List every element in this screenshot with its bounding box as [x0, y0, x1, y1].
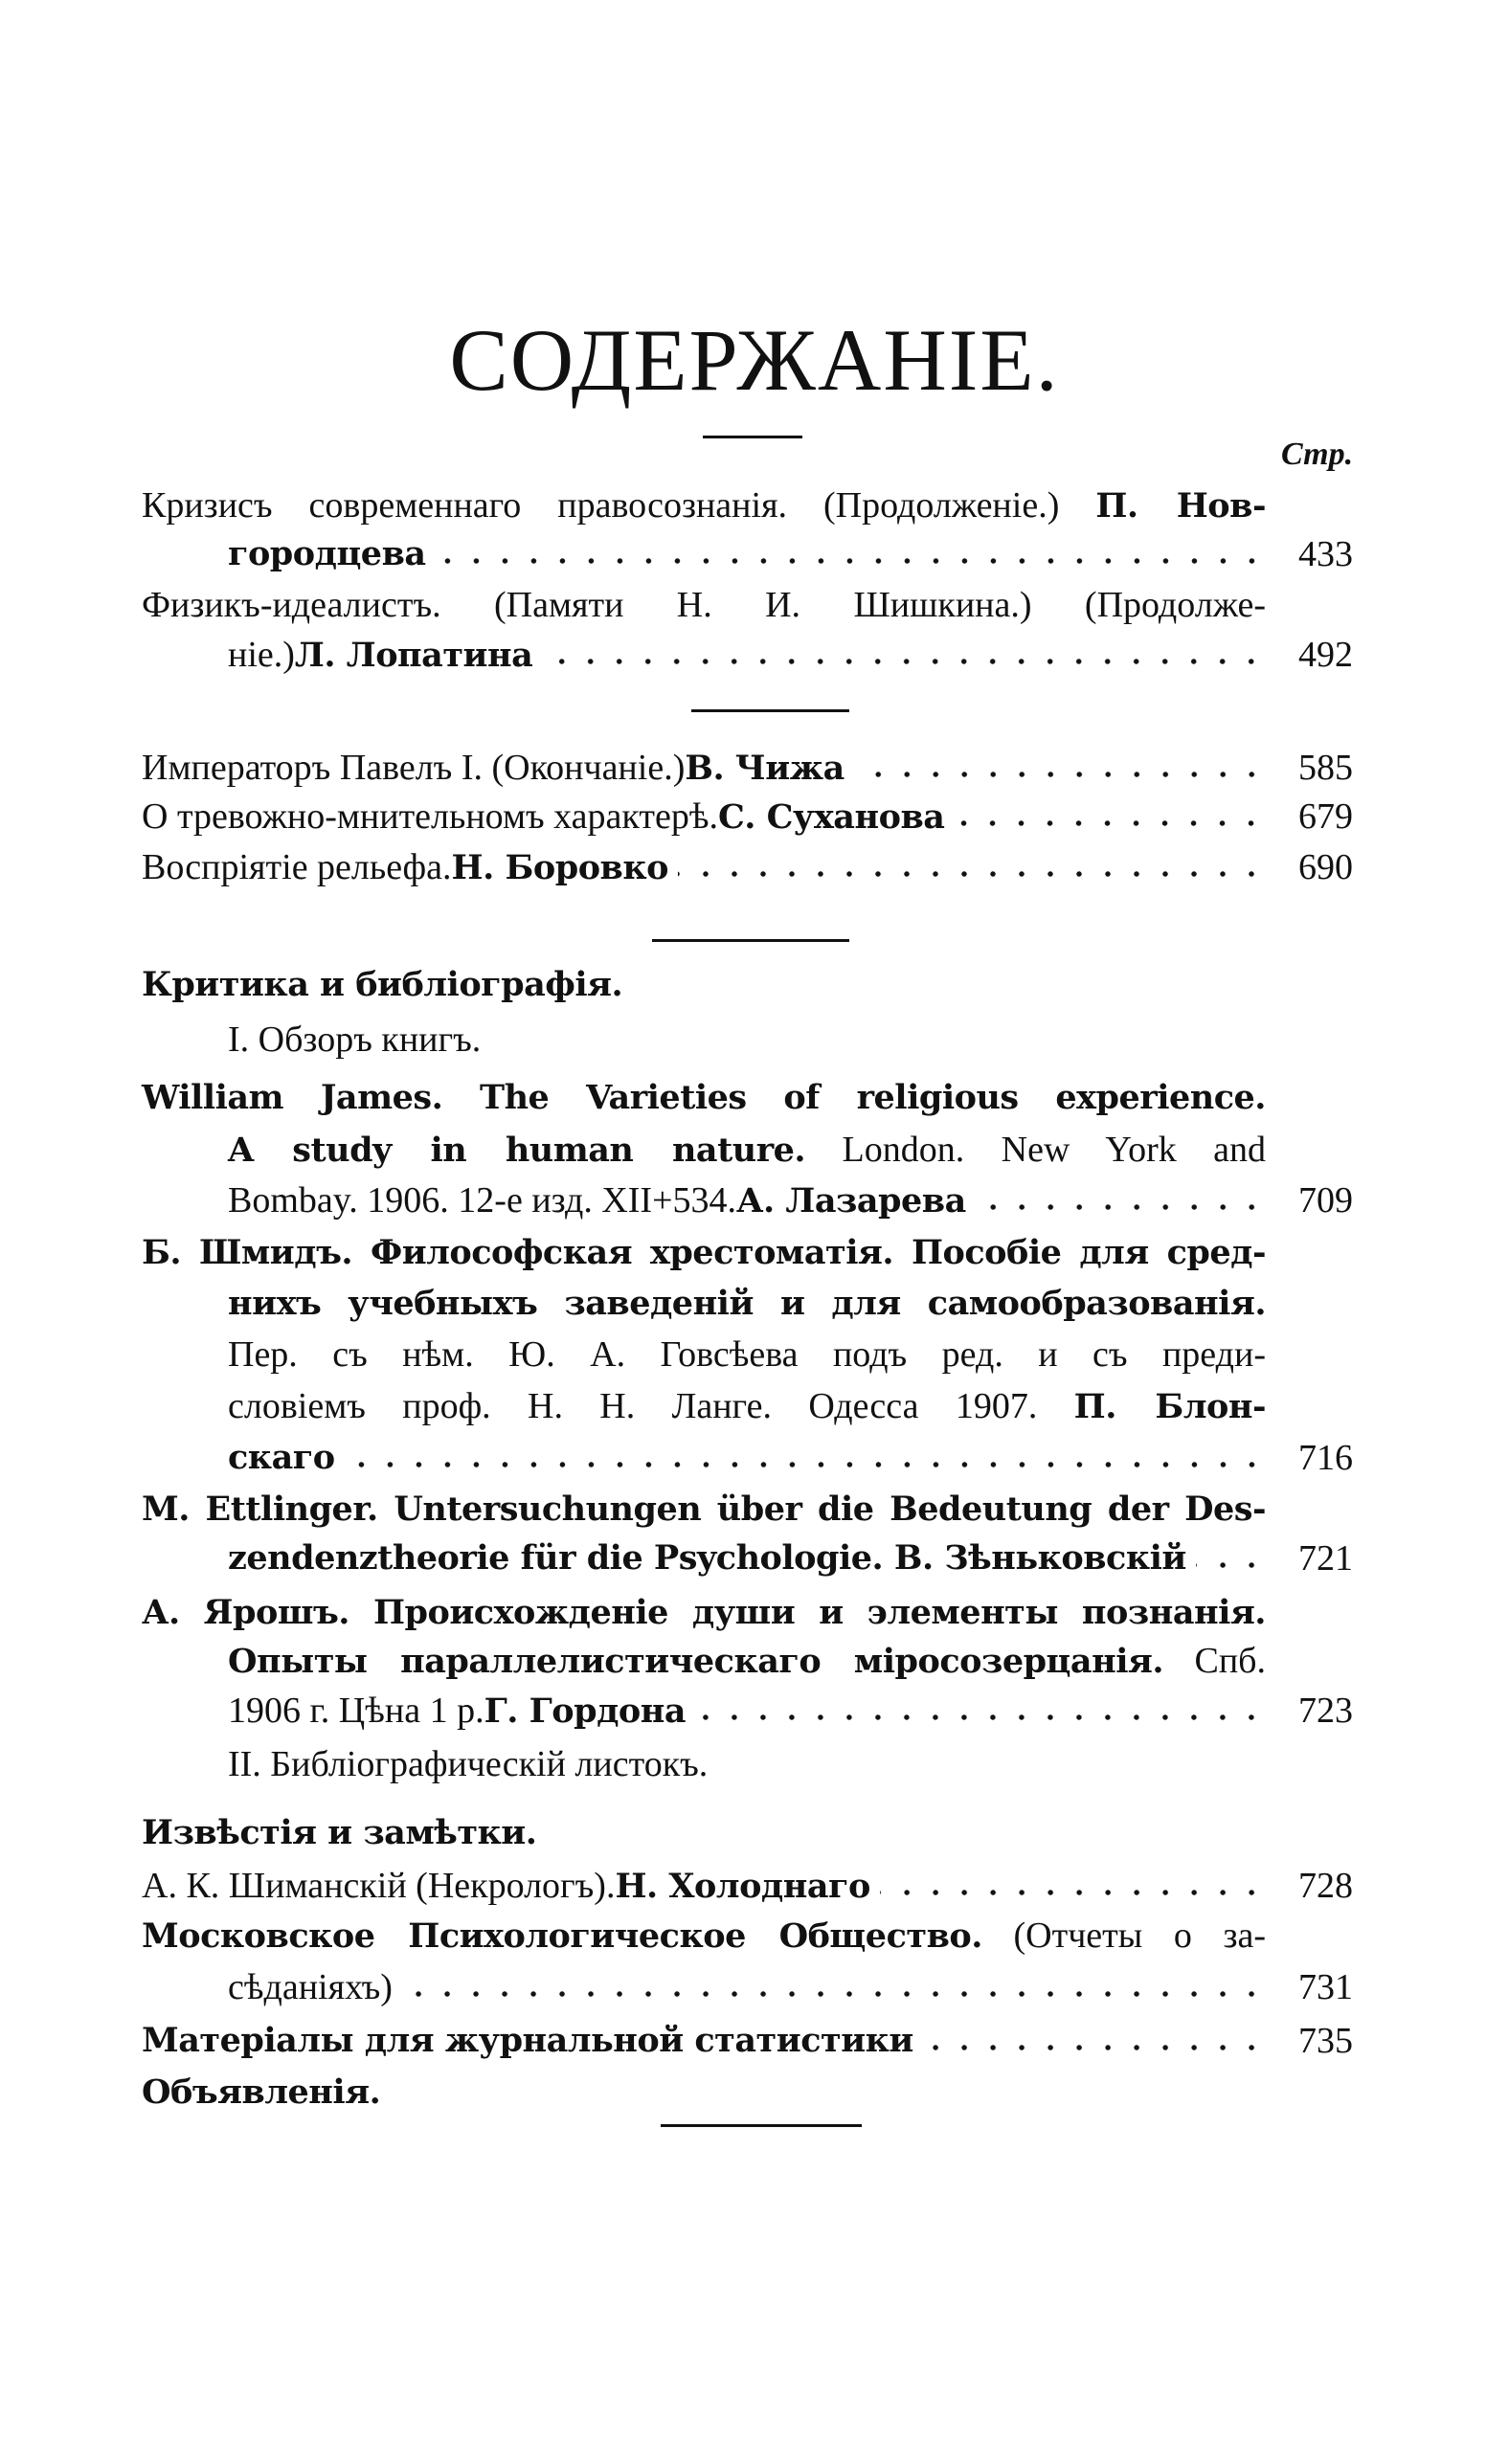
toc-line — [142, 793, 1266, 840]
entry-author-or-title: Извѣстія и замѣтки. — [142, 1813, 537, 1852]
entry-text: 1906 г. Цѣна 1 р. — [228, 1691, 484, 1731]
page-column-label: Стр. — [1281, 437, 1354, 472]
entry-author-or-title: Л. Лопатина — [294, 636, 533, 675]
dot-leader — [436, 555, 1266, 567]
entry-text: ніе.) — [228, 635, 295, 675]
toc-line — [228, 1434, 1266, 1482]
dot-leader — [402, 1988, 1266, 2000]
toc-line — [142, 2069, 1266, 2117]
toc-line — [142, 1485, 1266, 1533]
page-number: 433 — [1298, 534, 1353, 574]
toc-line — [142, 744, 1266, 792]
dot-leader — [880, 1887, 1266, 1898]
toc-line — [228, 631, 1266, 679]
entry-author-or-title: А. Лазарева — [736, 1181, 966, 1221]
page-number: 728 — [1298, 1866, 1353, 1906]
entry-text: О тревожно-мнительномъ характерѣ. — [142, 796, 718, 837]
toc-line — [228, 1740, 1266, 1788]
toc-line — [228, 1331, 1266, 1378]
entry-author-or-title: нихъ учебныхъ заведеній и для самообразованія. — [228, 1284, 1266, 1323]
dot-leader — [695, 1712, 1266, 1723]
dot-leader — [854, 769, 1266, 780]
page-number: 735 — [1298, 2021, 1353, 2061]
page-number: 716 — [1298, 1438, 1353, 1478]
page-number: 690 — [1298, 847, 1353, 887]
page-title: СОДЕРЖАНІЕ. — [449, 311, 1060, 409]
entry-author-or-title: Б. Шмидъ. Философская хрестоматія. Пособіе для сред- — [142, 1233, 1266, 1272]
entry-author-or-title: Н. Боровко — [451, 848, 668, 887]
entry-author-or-title: Матеріалы для журнальной статистики — [142, 2021, 913, 2060]
entry-text: Пер. съ нѣм. Ю. А. Говсѣева подъ ред. и съ преди- — [228, 1334, 1266, 1375]
entry-author-or-title: скаго — [228, 1438, 335, 1477]
entry-author-or-title: городцева — [228, 534, 426, 573]
toc-line — [142, 1228, 1266, 1276]
entry-author-or-title: A study in human nature. — [228, 1131, 806, 1170]
title-rule — [703, 436, 802, 438]
entry-text: (Отчеты о за- — [981, 1915, 1266, 1956]
page-number: 679 — [1298, 796, 1353, 837]
toc-line — [228, 1279, 1266, 1327]
dot-leader — [1196, 1559, 1266, 1571]
entry-text: сѣданіяхъ) — [228, 1967, 393, 2007]
dot-leader — [678, 868, 1266, 880]
toc-line — [228, 1687, 1266, 1735]
toc-line — [142, 482, 1266, 529]
toc-line — [142, 2017, 1266, 2065]
entry-author-or-title: William James. The Varieties of religious experience. — [142, 1078, 1266, 1117]
toc-line — [142, 1809, 1266, 1857]
toc-line — [228, 1637, 1266, 1685]
entry-text: Bombay. 1906. 12-е изд. XII+534. — [228, 1180, 736, 1221]
entry-author-or-title: Объявленія. — [142, 2072, 381, 2112]
toc-line — [142, 581, 1266, 629]
section-rule — [691, 709, 849, 712]
page-number: 721 — [1298, 1538, 1353, 1579]
page-number: 709 — [1298, 1180, 1353, 1221]
entry-text: Кризисъ современнаго правосознанія. (Продолженіе.) — [142, 485, 1096, 526]
dot-leader — [542, 656, 1266, 667]
entry-author-or-title: M. Ettlinger. Untersuchungen über die Bedeutung der Des- — [142, 1490, 1266, 1529]
entry-text: Императоръ Павелъ I. (Окончаніе.) — [142, 748, 686, 788]
toc-line — [228, 1963, 1266, 2011]
toc-line — [142, 961, 1266, 1009]
entry-author-or-title: Опыты параллелистическаго міросозерцанія. — [228, 1642, 1164, 1681]
entry-text: Физикъ-идеалистъ. (Памяти Н. И. Шишкина.) (Продолже- — [142, 585, 1266, 625]
entry-author-or-title: В. Чижа — [685, 749, 845, 788]
page-number: 723 — [1298, 1691, 1353, 1731]
toc-line — [142, 1912, 1266, 1960]
toc-line — [142, 843, 1266, 891]
toc-line — [228, 1016, 1266, 1064]
dot-leader — [976, 1201, 1266, 1213]
section-rule — [652, 939, 849, 942]
entry-text: I. Обзоръ книгъ. — [228, 1019, 482, 1060]
dot-leader — [954, 818, 1266, 829]
entry-author-or-title: Московское Психологическое Общество. — [142, 1916, 982, 1956]
toc-line — [142, 1862, 1266, 1910]
page-number: 492 — [1298, 635, 1353, 675]
toc-line — [142, 1073, 1266, 1121]
toc-line — [228, 1126, 1266, 1174]
entry-text: Воспріятіе рельефа. — [142, 847, 452, 887]
dot-leader — [345, 1459, 1266, 1470]
entry-author-or-title: С. Суханова — [717, 797, 945, 837]
toc-line — [142, 1588, 1266, 1636]
entry-author-or-title: zendenztheorie für die Psychologie. В. Зѣньковскій — [228, 1538, 1186, 1578]
entry-text: II. Библіографическій листокъ. — [228, 1744, 709, 1784]
page-number: 731 — [1298, 1967, 1353, 2007]
entry-text: А. К. Шиманскій (Некрологъ). — [142, 1866, 616, 1906]
entry-author-or-title: Г. Гордона — [484, 1691, 687, 1731]
dot-leader — [923, 2042, 1266, 2053]
entry-author-or-title: П. Блон- — [1073, 1387, 1267, 1426]
entry-text: Спб. — [1163, 1641, 1266, 1681]
entry-author-or-title: Критика и библіографія. — [142, 965, 623, 1004]
toc-line — [228, 1176, 1266, 1224]
entry-text: London. New York and — [805, 1130, 1267, 1170]
toc-line — [228, 530, 1266, 578]
entry-author-or-title: А. Ярошъ. Происхожденіе души и элементы познанія. — [142, 1593, 1266, 1632]
page-number: 585 — [1298, 748, 1353, 788]
entry-author-or-title: Н. Холоднаго — [615, 1867, 870, 1906]
end-rule — [661, 2124, 862, 2127]
toc-line — [228, 1534, 1266, 1582]
entry-author-or-title: П. Нов- — [1095, 486, 1266, 526]
toc-line — [228, 1382, 1266, 1430]
entry-text: словіемъ проф. Н. Н. Ланге. Одесса 1907. — [228, 1386, 1074, 1426]
